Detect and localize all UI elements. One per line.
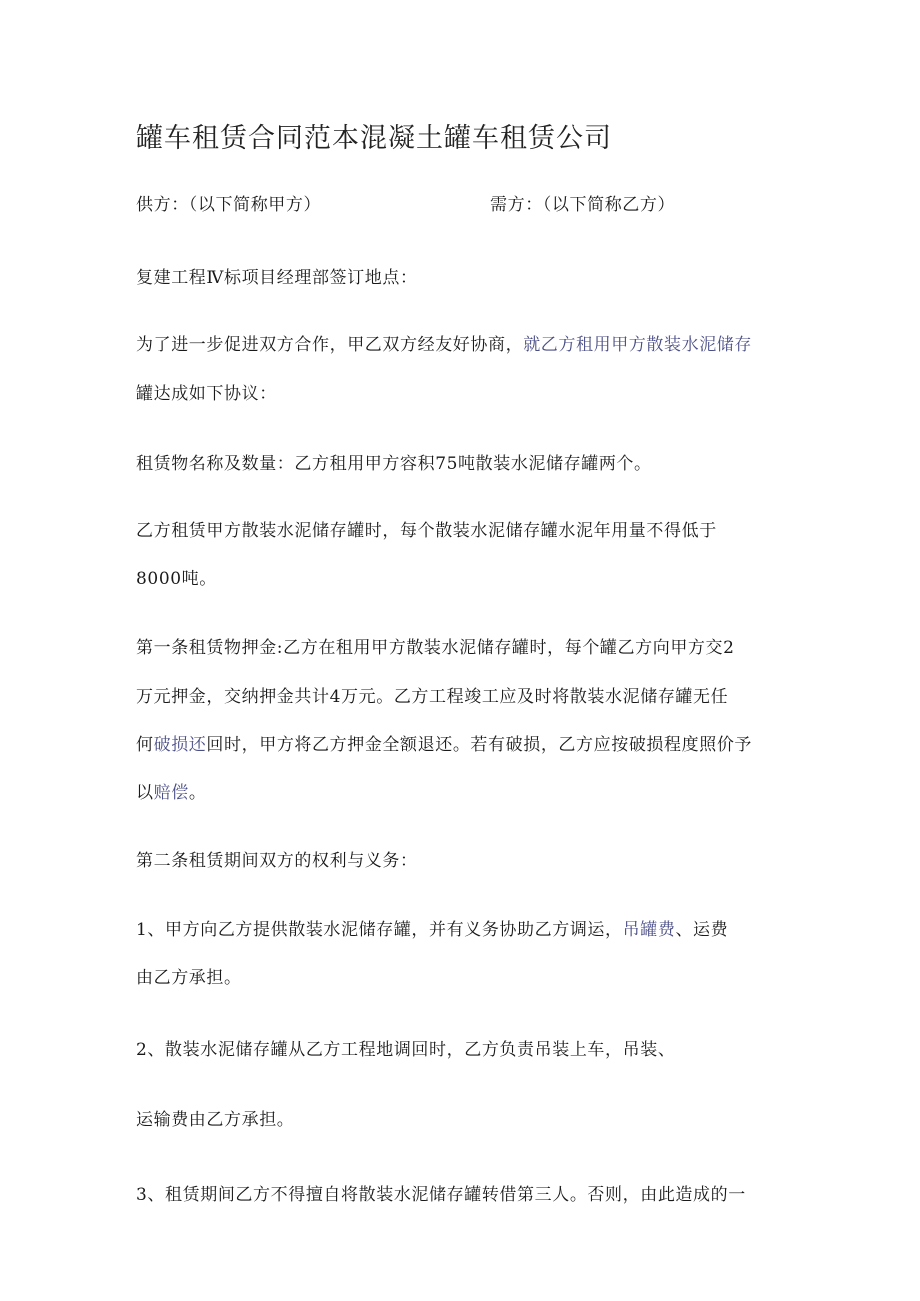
article1-line-1: 第一条租赁物押金:乙方在租用甲方散装水泥储存罐时，每个罐乙方向甲方交2 xyxy=(136,638,735,658)
document-title: 罐车租赁合同范本混凝土罐车租赁公司 xyxy=(136,123,612,154)
article2-item2-line-2: 运输费由乙方承担。 xyxy=(136,1110,295,1130)
article1-link-damage: 破损还 xyxy=(153,735,207,755)
article2-item3-line-1: 3、租赁期间乙方不得擅自将散装水泥储存罐转借第三人。否则，由此造成的一 xyxy=(136,1185,746,1205)
article2-item1-line-1 xyxy=(136,918,728,942)
item1-text-a: 1、甲方向乙方提供散装水泥储存罐，并有义务协助乙方调运， xyxy=(136,920,623,940)
article1-link-compensation: 赔偿 xyxy=(153,783,189,803)
intro-text-b: 就乙方租用甲方散装水泥储存 xyxy=(523,335,753,355)
intro-line-1 xyxy=(136,333,752,357)
usage-line-2: 8000吨。 xyxy=(136,569,217,589)
article1-line-4 xyxy=(136,781,206,805)
article1-text-a: 何 xyxy=(136,735,154,755)
buyer-label: 需方：（以下简称乙方） xyxy=(490,195,676,215)
supplier-label: 供方：（以下简称甲方） xyxy=(136,195,322,215)
article2-heading: 第二条租赁期间双方的权利与义务： xyxy=(136,851,418,871)
article2-item1-line-2: 由乙方承担。 xyxy=(136,968,242,988)
signing-location: 复建工程Ⅳ标项目经理部签订地点： xyxy=(136,268,418,288)
article1-text-d: 以 xyxy=(136,783,154,803)
intro-line-2: 罐达成如下协议： xyxy=(136,384,277,404)
article1-text-c: 回时，甲方将乙方押金全额退还。若有破损，乙方应按破损程度照价予 xyxy=(206,735,753,755)
article1-text-e: 。 xyxy=(188,783,207,803)
item1-text-c: 、运费 xyxy=(675,920,729,940)
item-name-quantity: 租赁物名称及数量：乙方租用甲方容积75吨散装水泥储存罐两个。 xyxy=(136,454,652,474)
article1-line-2: 万元押金，交纳押金共计4万元。乙方工程竣工应及时将散装水泥储存罐无任 xyxy=(136,687,729,707)
article2-item2-line-1: 2、散装水泥储存罐从乙方工程地调回时，乙方负责吊装上车，吊装、 xyxy=(136,1040,676,1060)
item1-link-lifting-fee: 吊罐费 xyxy=(622,920,676,940)
usage-line-1: 乙方租赁甲方散装水泥储存罐时，每个散装水泥储存罐水泥年用量不得低于 xyxy=(136,521,717,541)
article1-line-3 xyxy=(136,733,752,757)
intro-text-a: 为了进一步促进双方合作，甲乙双方经友好协商， xyxy=(136,335,524,355)
